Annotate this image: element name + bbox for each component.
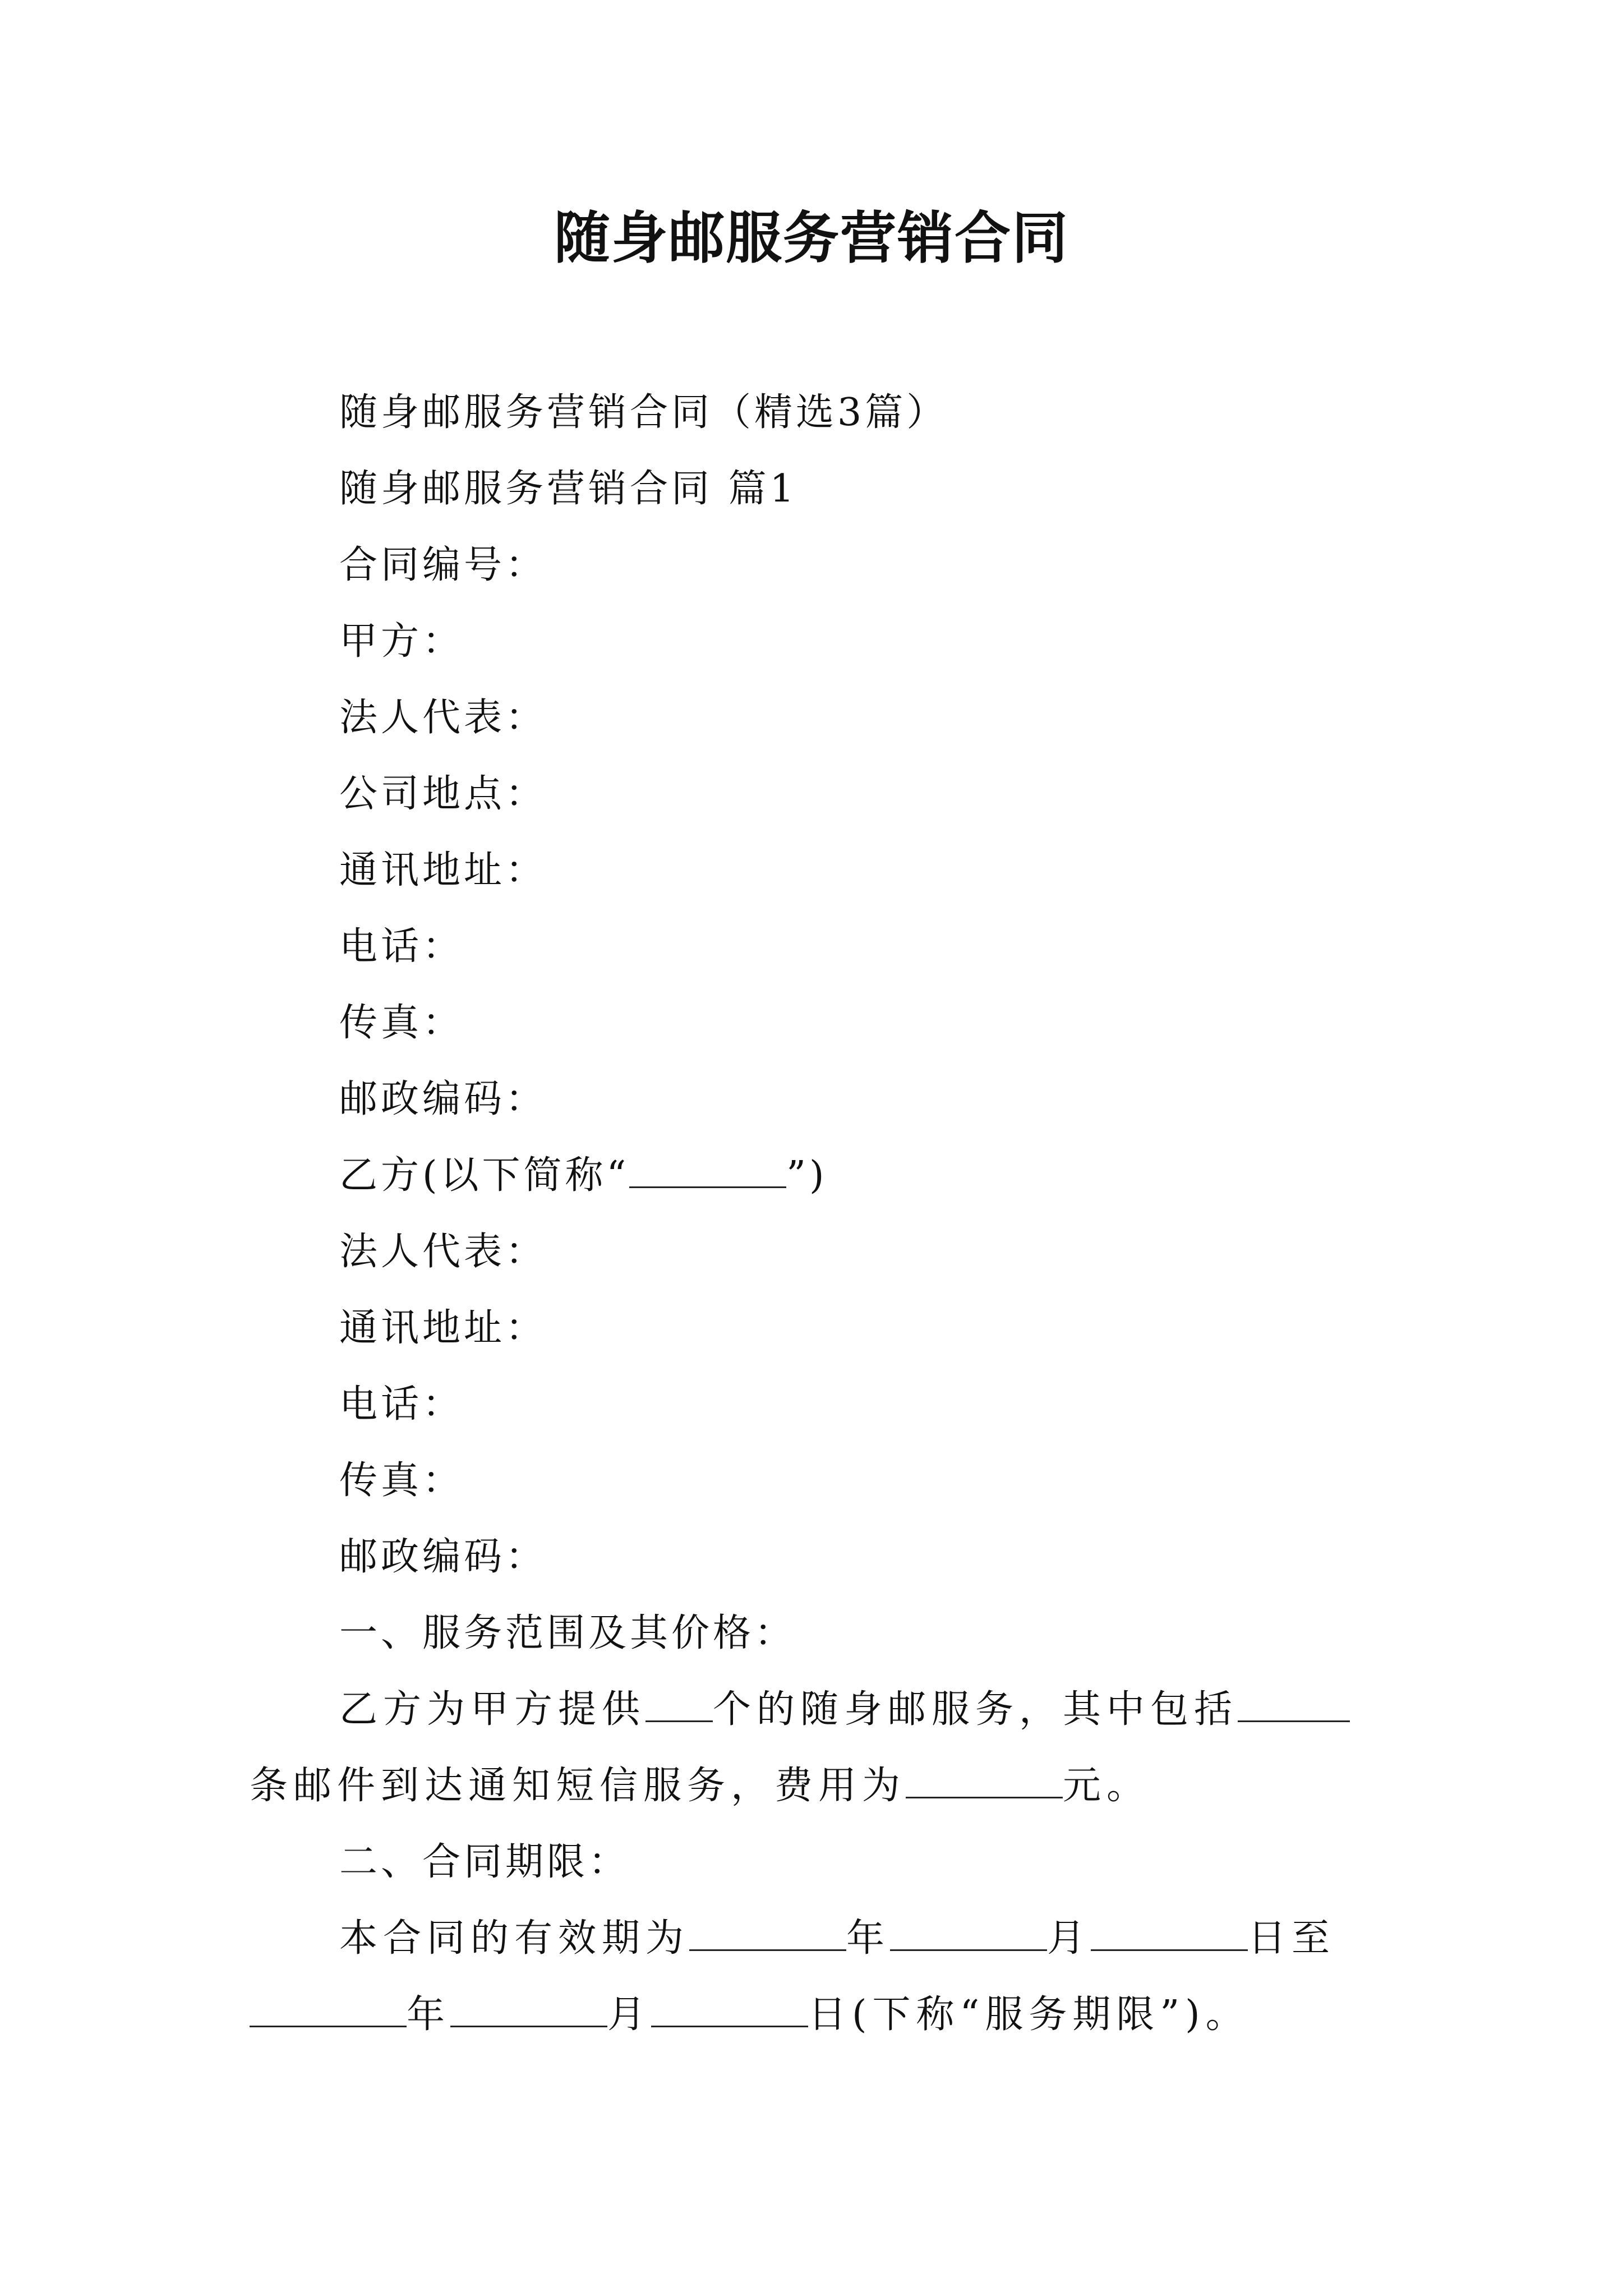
start-month-unit: 月 <box>1047 1916 1091 1961</box>
clause-1-heading: 一、服务范围及其价格： <box>339 1611 796 1655</box>
party-b-mailing-address-label: 通讯地址： <box>339 1306 547 1350</box>
end-year-unit: 年 <box>407 1993 451 2037</box>
end-day-unit: 日(下称“服务期限”)。 <box>808 1993 1249 2037</box>
clause-2-paragraph <box>250 1901 1377 2053</box>
party-a-label: 甲方： <box>339 619 464 664</box>
clause-1-paragraph <box>250 1672 1377 1824</box>
start-day-unit: 日至 <box>1248 1916 1336 1961</box>
end-day-blank <box>651 1991 808 2027</box>
document-subtitle: 随身邮服务营销合同（精选3篇） <box>339 390 948 435</box>
clause-1-text-1: 乙方为甲方提供 <box>339 1687 646 1732</box>
end-month-unit: 月 <box>607 1993 652 2037</box>
clause-1-text-2: 个的随身邮服务，其中包括 <box>713 1687 1238 1732</box>
party-a-legal-rep-label: 法人代表： <box>339 696 547 740</box>
clause-2-text-1: 本合同的有效期为 <box>339 1916 690 1961</box>
party-b-label-end: ”) <box>786 1153 828 1198</box>
party-a-mailing-address-label: 通讯地址： <box>339 848 547 892</box>
party-a-postcode-label: 邮政编码： <box>339 1077 547 1121</box>
party-b-label: 乙方(以下简称“ <box>339 1153 630 1198</box>
party-a-company-location-label: 公司地点： <box>339 772 547 816</box>
contract-number-label: 合同编号： <box>339 543 547 587</box>
document-title: 随身邮服务营销合同 <box>554 205 1069 271</box>
start-month-blank <box>890 1915 1047 1951</box>
end-month-blank <box>450 1991 607 2027</box>
party-a-fax-label: 传真： <box>339 1001 464 1045</box>
sms-count-blank <box>1238 1686 1350 1722</box>
party-b-fax-label: 传真： <box>339 1458 464 1503</box>
service-count-blank <box>645 1686 713 1722</box>
party-b-phone-label: 电话： <box>339 1382 464 1427</box>
party-b-line <box>250 1138 1377 1214</box>
section-heading: 随身邮服务营销合同 篇1 <box>339 467 797 511</box>
end-year-blank <box>250 1991 407 2027</box>
start-year-unit: 年 <box>846 1916 891 1961</box>
party-b-short-name-blank <box>629 1152 786 1188</box>
clause-1-text-4: 元。 <box>1063 1764 1151 1808</box>
party-a-phone-label: 电话： <box>339 924 464 969</box>
clause-2-heading: 二、合同期限： <box>339 1840 630 1884</box>
start-year-blank <box>689 1915 846 1951</box>
document-body <box>250 375 1377 2053</box>
party-b-legal-rep-label: 法人代表： <box>339 1230 547 1274</box>
clause-1-text-3: 条邮件到达通知短信服务，费用为 <box>250 1764 906 1808</box>
party-b-postcode-label: 邮政编码： <box>339 1535 547 1579</box>
fee-blank <box>906 1762 1063 1798</box>
start-day-blank <box>1091 1915 1248 1951</box>
